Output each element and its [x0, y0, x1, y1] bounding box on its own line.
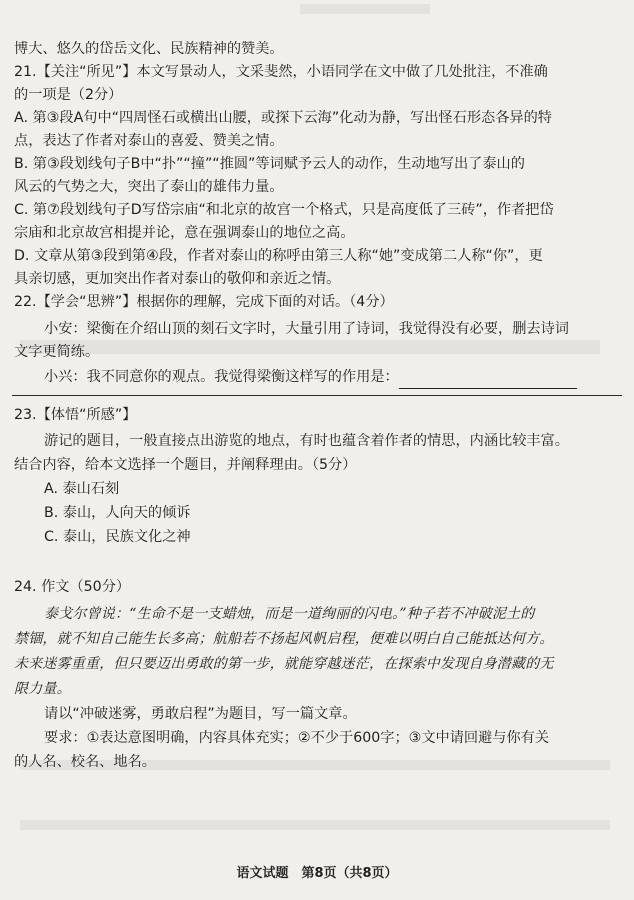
option-b-cont: 风云的气势之大，突出了泰山的雄伟力量。 [14, 179, 284, 195]
question-23-prompt-cont: 结合内容，给本文选择一个题目，并阐释理由。（5分） [14, 457, 357, 473]
essay-material-4: 限力量。 [14, 681, 71, 697]
option-d-cont: 具亲切感，更加突出作者对泰山的敬仰和亲近之情。 [14, 271, 341, 287]
essay-instruction: 请以“冲破迷雾，勇敢启程”为题目，写一篇文章。 [44, 706, 357, 722]
essay-material-3: 未来迷雾重重，但只要迈出勇敢的第一步，就能穿越迷茫，在探索中发现自身潜藏的无 [14, 656, 554, 672]
text-line-1: 博大、悠久的岱岳文化、民族精神的赞美。 [14, 41, 284, 57]
title-option-c: C. 泰山，民族文化之神 [44, 529, 191, 545]
option-a: A. 第③段A句中“四周怪石或横出山腰，或探下云海”化动为静，写出怪石形态各异的特 [14, 110, 552, 126]
option-b: B. 第③段划线句子B中“扑”“撞”“推圆”等词赋予云人的动作，生动地写出了泰山的 [14, 156, 525, 172]
bleed-through-mark [20, 820, 610, 830]
dialogue-xiaoan: 小安：梁衡在介绍山顶的刻石文字时，大量引用了诗词，我觉得没有必要，删去诗词 [44, 321, 569, 337]
question-23-stem: 23.【体悟“所感”】 [14, 407, 137, 423]
option-c: C. 第⑦段划线句子D写岱宗庙“和北京的故宫一个格式，只是高度低了三砖”，作者把岱 [14, 202, 554, 218]
section-divider [12, 395, 622, 396]
title-option-a: A. 泰山石刻 [44, 481, 120, 497]
essay-material-1: 泰戈尔曾说：“生命不是一支蜡烛，而是一道绚丽的闪电。”种子若不冲破泥土的 [44, 606, 535, 622]
bleed-through-mark [300, 4, 430, 14]
dialogue-xiaoan-cont: 文字更简练。 [14, 344, 100, 360]
question-22-stem: 22.【学会“思辨”】根据你的理解，完成下面的对话。（4分） [14, 294, 394, 310]
page-footer: 语文试题 第8页（共8页） [236, 866, 398, 881]
dialogue-xiaoxing-text: 小兴：我不同意你的观点。我觉得梁衡这样写的作用是： [44, 369, 399, 385]
answer-blank[interactable] [399, 374, 577, 389]
dialogue-xiaoxing [44, 366, 614, 389]
option-d: D. 文章从第③段到第④段，作者对泰山的称呼由第三人称“她”变成第二人称“你”，更 [14, 248, 543, 264]
essay-requirements: 要求：①表达意图明确，内容具体充实；②不少于600字；③文中请回避与你有关 [44, 730, 550, 746]
option-c-cont: 宗庙和北京故宫相提并论，意在强调泰山的地位之高。 [14, 225, 355, 241]
essay-requirements-cont: 的人名、校名、地名。 [14, 754, 156, 770]
option-a-cont: 点，表达了作者对泰山的喜爱、赞美之情。 [14, 133, 284, 149]
question-23-prompt: 游记的题目，一般直接点出游览的地点，有时也蕴含着作者的情思，内涵比较丰富。 [44, 433, 569, 449]
question-24-stem: 24. 作文（50分） [14, 579, 131, 595]
question-21-stem: 21.【关注“所见”】本文写景动人，文采斐然，小语同学在文中做了几处批注，不准确 [14, 64, 548, 80]
essay-material-2: 禁锢，就不知自己能生长多高；航船若不扬起风帆启程，便难以明白自己能抵达何方。 [14, 631, 554, 647]
question-21-stem-cont: 的一项是（2分） [14, 87, 123, 103]
title-option-b: B. 泰山，人向天的倾诉 [44, 505, 191, 521]
